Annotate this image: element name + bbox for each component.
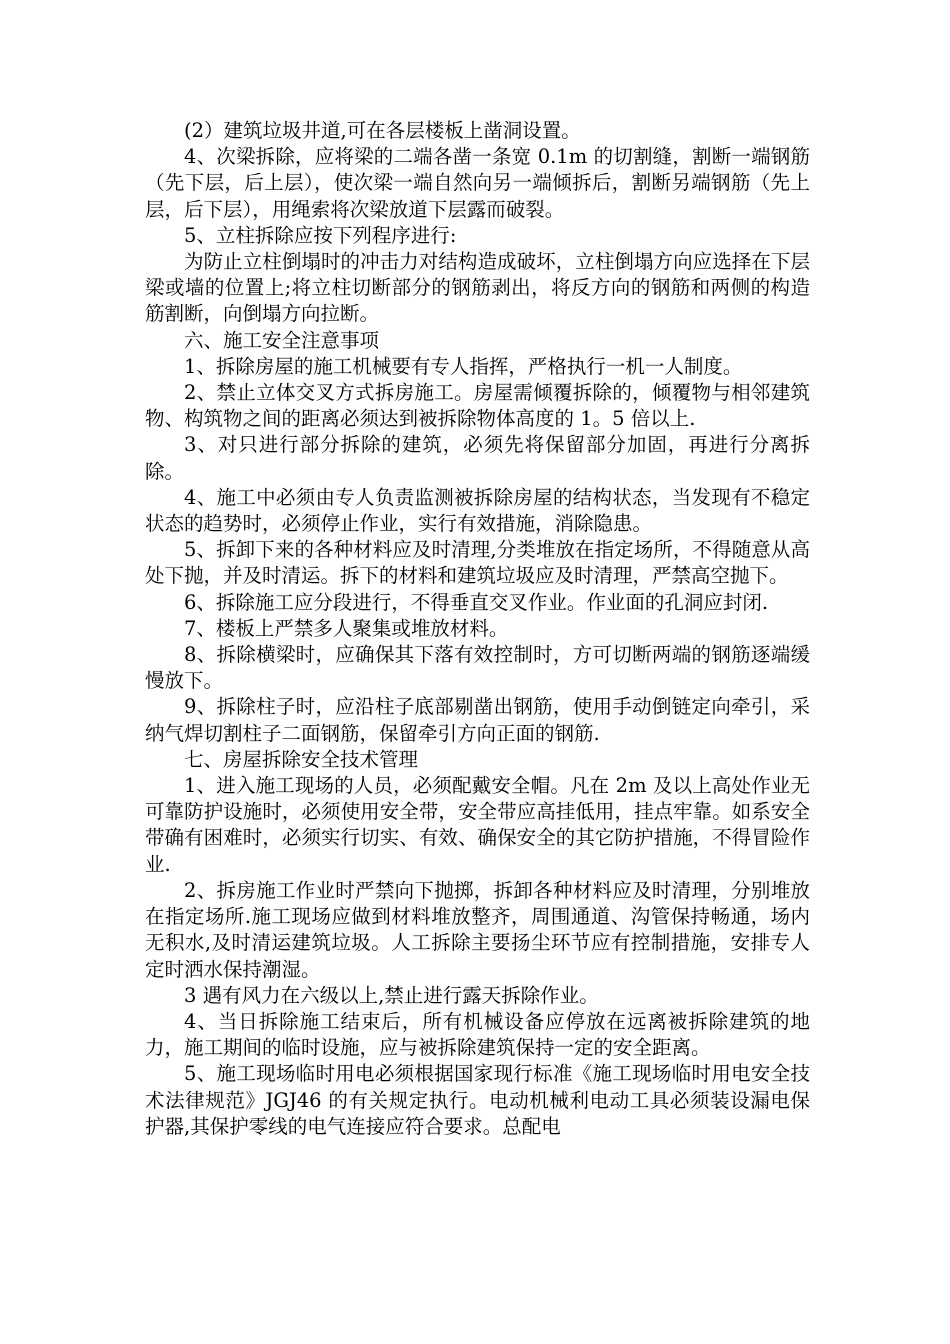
paragraph: 1、进入施工现场的人员，必须配戴安全帽。凡在 2m 及以上高处作业无可靠防护设施时，必须使用安全带，安全带应高挂低用，挂点牢靠。如系安全带确有困难时，必须实行切实、有效、确保安全的其它防护措施，不得冒险作业. [145,774,810,876]
paragraph: 8、拆除横梁时，应确保其下落有效控制时，方可切断两端的钢筋逐端缓慢放下。 [145,643,810,693]
paragraph: 2、拆房施工作业时严禁向下抛掷，拆卸各种材料应及时清理，分别堆放在指定场所.施工现场应做到材料堆放整齐，周围通道、沟管保持畅通，场内无积水,及时清运建筑垃圾。人工拆除主要扬尘环节应有控制措施，安排专人定时洒水保持潮湿。 [145,878,810,981]
document-body [145,118,810,1140]
paragraph: 4、当日拆除施工结束后，所有机械设备应停放在远离被拆除建筑的地力，施工期间的临时设施，应与被拆除建筑保持一定的安全距离。 [145,1009,810,1060]
paragraph: 4、施工中必须由专人负责监测被拆除房屋的结构状态，当发现有不稳定状态的趋势时，必须停止作业，实行有效措施，消除隐患。 [145,485,810,536]
paragraph: 3、对只进行部分拆除的建筑，必须先将保留部分加固，再进行分离拆除。 [145,433,810,483]
paragraph: (2）建筑垃圾井道,可在各层楼板上凿洞设置。 [184,119,581,142]
paragraph: 9、拆除柱子时，应沿柱子底部剔凿出钢筋，使用手动倒链定向牵引，采纳气焊切割柱子二面钢筋，保留牵引方向正面的钢筋. [145,695,810,745]
paragraph: 为防止立柱倒塌时的冲击力对结构造成破坏，立柱倒塌方向应选择在下层梁或墙的位置上;将立柱切断部分的钢筋剥出，将反方向的钢筋和两侧的构造筋割断，向倒塌方向拉断。 [145,250,810,326]
section-heading: 六、施工安全注意事项 [184,328,380,352]
paragraph: 5、拆卸下来的各种材料应及时清理,分类堆放在指定场所，不得随意从高处下抛，并及时清运。拆下的材料和建筑垃圾应及时清理，严禁高空抛下。 [145,538,810,588]
paragraph: 4、次梁拆除，应将梁的二端各凿一条宽 0.1m 的切割缝，割断一端钢筋（先下层，后上层），使次梁一端自然向另一端倾拆后，割断另端钢筋（先上层，后下层），用绳索将次梁放道下层露而破裂。 [145,145,810,221]
paragraph: 5、立柱拆除应按下列程序进行: [184,223,457,247]
paragraph: 7、楼板上严禁多人聚集或堆放材料。 [184,616,509,640]
paragraph: 5、施工现场临时用电必须根据国家现行标准《施工现场临时用电安全技术法律规范》JGJ46 的有关规定执行。电动机械利电动工具必须装设漏电保护器,其保护零线的电气连接应符合要求。总配电 [145,1062,810,1138]
paragraph: 2、禁止立体交叉方式拆房施工。房屋需倾覆拆除的，倾覆物与相邻建筑物、构筑物之间的距离必须达到被拆除物体高度的 1。5 倍以上. [145,381,810,431]
section-heading: 七、房屋拆除安全技术管理 [184,747,419,771]
paragraph: 1、拆除房屋的施工机械要有专人指挥，严格执行一机一人制度。 [184,354,743,378]
paragraph: 3 遇有风力在六级以上,禁止进行露天拆除作业。 [184,983,599,1007]
paragraph: 6、拆除施工应分段进行，不得垂直交叉作业。作业面的孔洞应封闭. [184,590,769,614]
